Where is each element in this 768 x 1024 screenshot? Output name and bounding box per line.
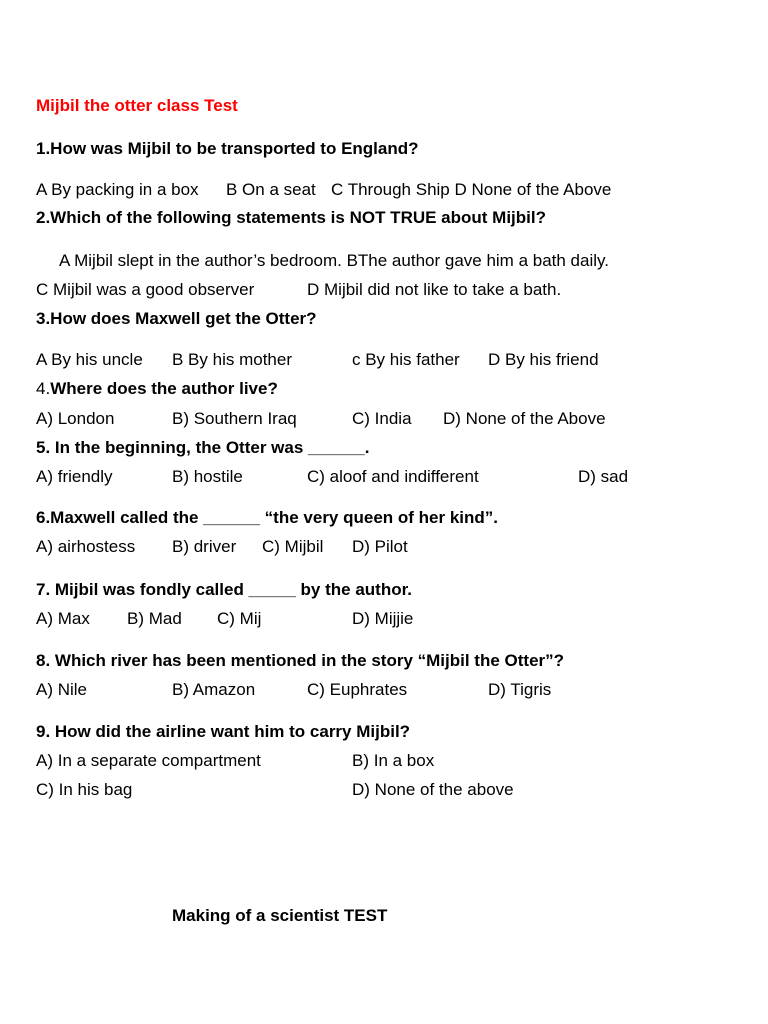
q5-option-b: B) hostile <box>172 467 243 486</box>
question-4 <box>36 379 278 399</box>
question-5: 5. In the beginning, the Otter was ______. <box>36 438 370 457</box>
q7-option-d: D) Mijjie <box>352 609 414 628</box>
q4-option-c: C) India <box>352 409 412 428</box>
q1-option-c-d: C Through Ship D None of the Above <box>331 180 612 199</box>
q6-option-a: A) airhostess <box>36 537 136 556</box>
q8-option-b: B) Amazon <box>172 680 256 699</box>
q8-option-a: A) Nile <box>36 680 88 699</box>
q6-option-c: C) Mijbil <box>262 537 324 556</box>
q9-option-c: C) In his bag <box>36 780 133 799</box>
q4-number: 4. <box>36 379 51 398</box>
q4-text: Where does the author live? <box>50 379 278 398</box>
q4-option-b: B) Southern Iraq <box>172 409 297 428</box>
question-6: 6.Maxwell called the ______ “the very queen of her kind”. <box>36 508 499 527</box>
q8-option-c: C) Euphrates <box>307 680 408 699</box>
question-9: 9. How did the airline want him to carry Mijbil? <box>36 722 411 741</box>
question-8: 8. Which river has been mentioned in the story “Mijbil the Otter”? <box>36 651 565 670</box>
question-2: 2.Which of the following statements is NOT TRUE about Mijbil? <box>36 208 546 227</box>
q8-option-d: D) Tigris <box>488 680 552 699</box>
q3-option-d: D By his friend <box>488 350 599 369</box>
q4-option-d: D) None of the Above <box>443 409 606 428</box>
q5-option-d: D) sad <box>578 467 629 486</box>
q5-option-a: A) friendly <box>36 467 113 486</box>
q1-option-a: A By packing in a box <box>36 180 199 199</box>
question-1: 1.How was Mijbil to be transported to England? <box>36 139 419 158</box>
q3-option-b: B By his mother <box>172 350 292 369</box>
q3-option-a: A By his uncle <box>36 350 143 369</box>
q2-option-c: C Mijbil was a good observer <box>36 280 255 299</box>
q5-option-c: C) aloof and indifferent <box>307 467 479 486</box>
question-7: 7. Mijbil was fondly called _____ by the author. <box>36 580 413 599</box>
next-section-title: Making of a scientist TEST <box>172 906 388 925</box>
q7-option-a: A) Max <box>36 609 90 628</box>
test-title: Mijbil the otter class Test <box>36 96 238 115</box>
q9-option-a: A) In a separate compartment <box>36 751 261 770</box>
q4-option-a: A) London <box>36 409 115 428</box>
q2-option-d: D Mijbil did not like to take a bath. <box>307 280 562 299</box>
q2-options-a-b: A Mijbil slept in the author’s bedroom. BThe author gave him a bath daily. <box>59 251 609 270</box>
q7-option-b: B) Mad <box>127 609 182 628</box>
question-3: 3.How does Maxwell get the Otter? <box>36 309 317 328</box>
q9-option-b: B) In a box <box>352 751 435 770</box>
q3-option-c: c By his father <box>352 350 460 369</box>
q6-option-d: D) Pilot <box>352 537 408 556</box>
q9-option-d: D) None of the above <box>352 780 514 799</box>
q6-option-b: B) driver <box>172 537 237 556</box>
q7-option-c: C) Mij <box>217 609 262 628</box>
q1-option-b: B On a seat <box>226 180 316 199</box>
